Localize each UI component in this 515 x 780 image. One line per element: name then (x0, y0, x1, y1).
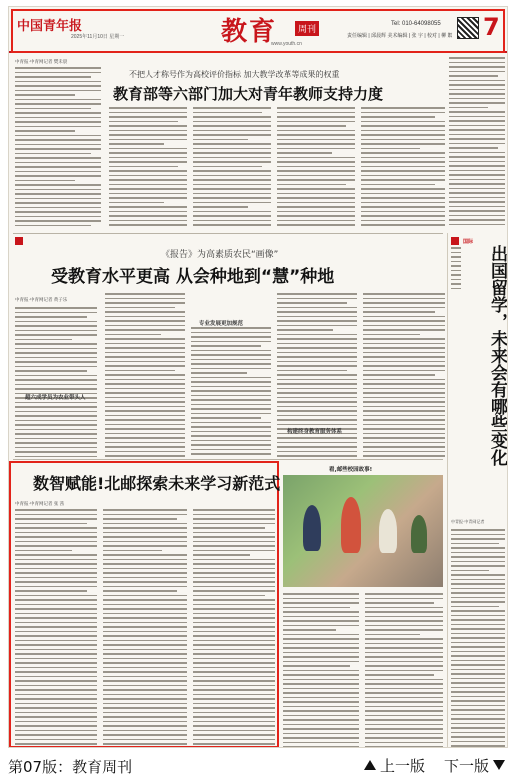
side-article-headline[interactable]: 出国留学，未来会有哪些变化 (487, 245, 507, 466)
top-col-3 (193, 107, 271, 229)
issue-date: 2025年11月10日 星期一 (71, 34, 125, 40)
bottom-article-byline: 中青报·中青网记者 张 茜 (15, 501, 64, 506)
top-article-kicker: 不把人才称号作为高校评价指标 加大教学改革等成果的权重 (129, 70, 340, 79)
intl-tag-marker (451, 237, 459, 245)
site-url: www.youth.cn (271, 41, 302, 47)
top-col-4 (277, 107, 355, 229)
campus-photo[interactable] (283, 475, 443, 587)
middle-article-headline[interactable]: 受教育水平更高 从会种地到“慧”种地 (51, 267, 335, 287)
section-subtitle: 周刊 (295, 21, 319, 36)
photo-side-text-2 (365, 593, 443, 747)
middle-subhead-1: 超六成学员为农业带头人 (25, 395, 86, 401)
contact-tel: Tel: 010-64098055 (391, 21, 441, 27)
bottom-col-3 (193, 509, 275, 745)
top-col-6 (449, 57, 505, 227)
side-article-byline: 中青报·中青网记者 (451, 519, 485, 524)
bottom-article-headline[interactable]: 数智赋能!北邮探索未来学习新范式 (33, 474, 281, 493)
top-col-2 (109, 107, 187, 229)
masthead-divider (9, 51, 508, 53)
middle-col-2 (105, 293, 185, 457)
side-col-body (451, 529, 505, 747)
photo-figure-3 (379, 509, 397, 553)
current-page-label: 第07版：教育周刊 (8, 758, 133, 776)
intl-tag: 国际 (463, 239, 474, 245)
bottom-col-2 (103, 509, 187, 745)
bottom-col-1 (15, 509, 97, 745)
middle-subhead-2: 专业发展更加规范 (199, 321, 244, 327)
page-navigation-bar (0, 752, 515, 780)
masthead (9, 7, 508, 51)
middle-col-5 (363, 293, 445, 457)
middle-article-byline: 中青报·中青网记者 黄子乐 (15, 297, 68, 302)
newspaper-logo: 中国青年报 (17, 19, 83, 34)
top-article-headline[interactable]: 教育部等六部门加大对青年教师支持力度 (113, 85, 384, 103)
newspaper-page (8, 6, 508, 748)
photo-side-text (283, 593, 359, 747)
previous-page-button[interactable] (364, 755, 425, 776)
middle-subhead-3: 构建终身教育服务体系 (287, 429, 343, 435)
photo-figure-2 (341, 497, 361, 553)
top-col-1 (15, 67, 101, 227)
middle-col-3 (191, 327, 271, 457)
agri-tag-marker (15, 237, 23, 245)
top-article-byline: 中青报·中青网记者 樊未晨 (15, 59, 68, 64)
editor-credits: 责任编辑 | 邱晨辉 美术编辑 | 张 宇 | 校对 | 柳 絮 (347, 33, 453, 39)
next-page-button[interactable] (444, 755, 505, 776)
photo-caption: 看,邮些校园故事! (329, 467, 373, 473)
arrow-up-icon (364, 760, 376, 770)
previous-page-label: 上一版 (380, 757, 426, 775)
side-column-divider (447, 233, 448, 748)
page-number: 7 (483, 13, 500, 41)
photo-figure-4 (411, 515, 427, 553)
top-col-5 (361, 107, 445, 229)
next-page-label: 下一版 (444, 757, 490, 775)
arrow-down-icon (493, 760, 505, 770)
section-divider (13, 233, 443, 234)
qr-code-icon (457, 17, 479, 39)
middle-article-kicker: 《报告》为高素质农民“画像” (161, 250, 279, 260)
middle-col-1 (15, 307, 97, 457)
section-title: 教育 (221, 17, 278, 47)
bottom-divider (13, 459, 443, 460)
photo-figure-1 (303, 505, 321, 551)
